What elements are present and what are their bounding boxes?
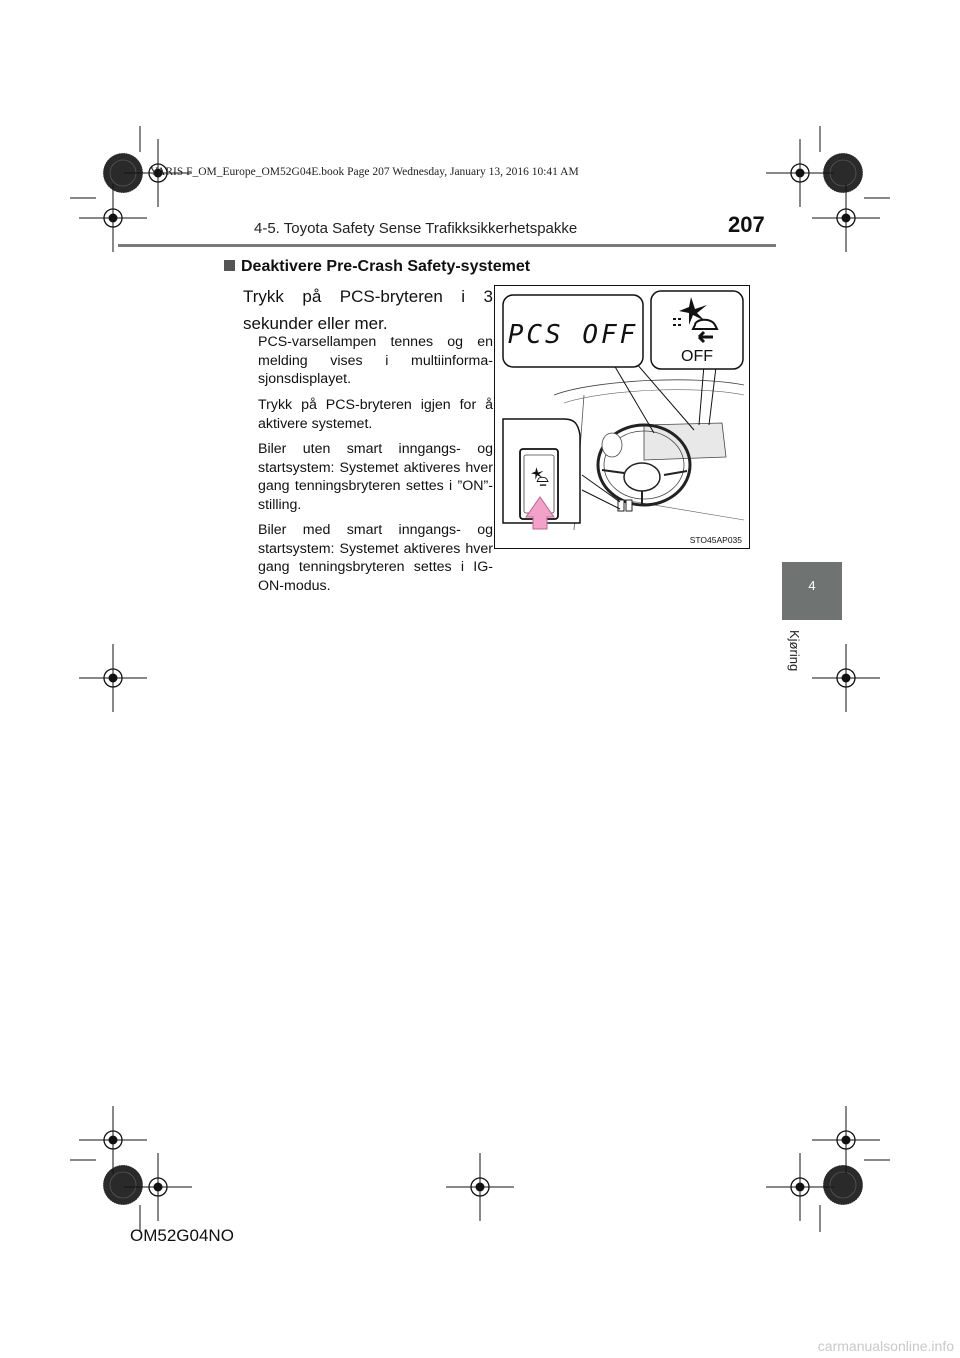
header-rule <box>118 244 776 247</box>
chapter-number: 4 <box>808 578 816 593</box>
note-with-smart-entry: Biler med smart inngangs- og startsystem: Systemet aktiveres hver gang tenningsbryteren settes i IG-ON-modus. <box>258 522 493 594</box>
print-info: YARIS F_OM_Europe_OM52G04E.book Page 207 Wednesday, January 13, 2016 10:41 AM <box>150 166 579 178</box>
icon-off-label: OFF <box>681 348 713 365</box>
chapter-label <box>784 630 802 690</box>
section-title: 4-5. Toyota Safety Sense Trafikksikkerhetspakke <box>254 220 578 237</box>
note-reactivate: Trykk på PCS-bryteren igjen for å aktivere systemet. <box>258 397 493 432</box>
note-warning-light: PCS-varsellampen tennes og en melding vises i multiinforma-sjonsdisplayet. <box>258 334 493 387</box>
footer-code: OM52G04NO <box>130 1226 234 1245</box>
figure-code: STO45AP035 <box>689 535 742 545</box>
section-heading-text: Deaktivere Pre-Crash Safety-systemet <box>241 258 531 275</box>
watermark: carmanualsonline.info <box>817 1338 954 1354</box>
note-without-smart-entry: Biler uten smart inngangs- og startsystem: Systemet aktiveres hver gang tenningsbryteren settes i ”ON”-stilling. <box>258 441 493 513</box>
section-heading <box>224 258 530 276</box>
chapter-label-text: Kjøring <box>787 630 802 672</box>
intro-text: Trykk på PCS-bryteren i 3 sekunder eller mer. <box>243 287 493 333</box>
pcs-switch-illustration <box>494 285 750 549</box>
display-message: PCS OFF <box>507 320 639 350</box>
page-number: 207 <box>728 212 765 237</box>
heading-square-icon <box>224 260 235 271</box>
